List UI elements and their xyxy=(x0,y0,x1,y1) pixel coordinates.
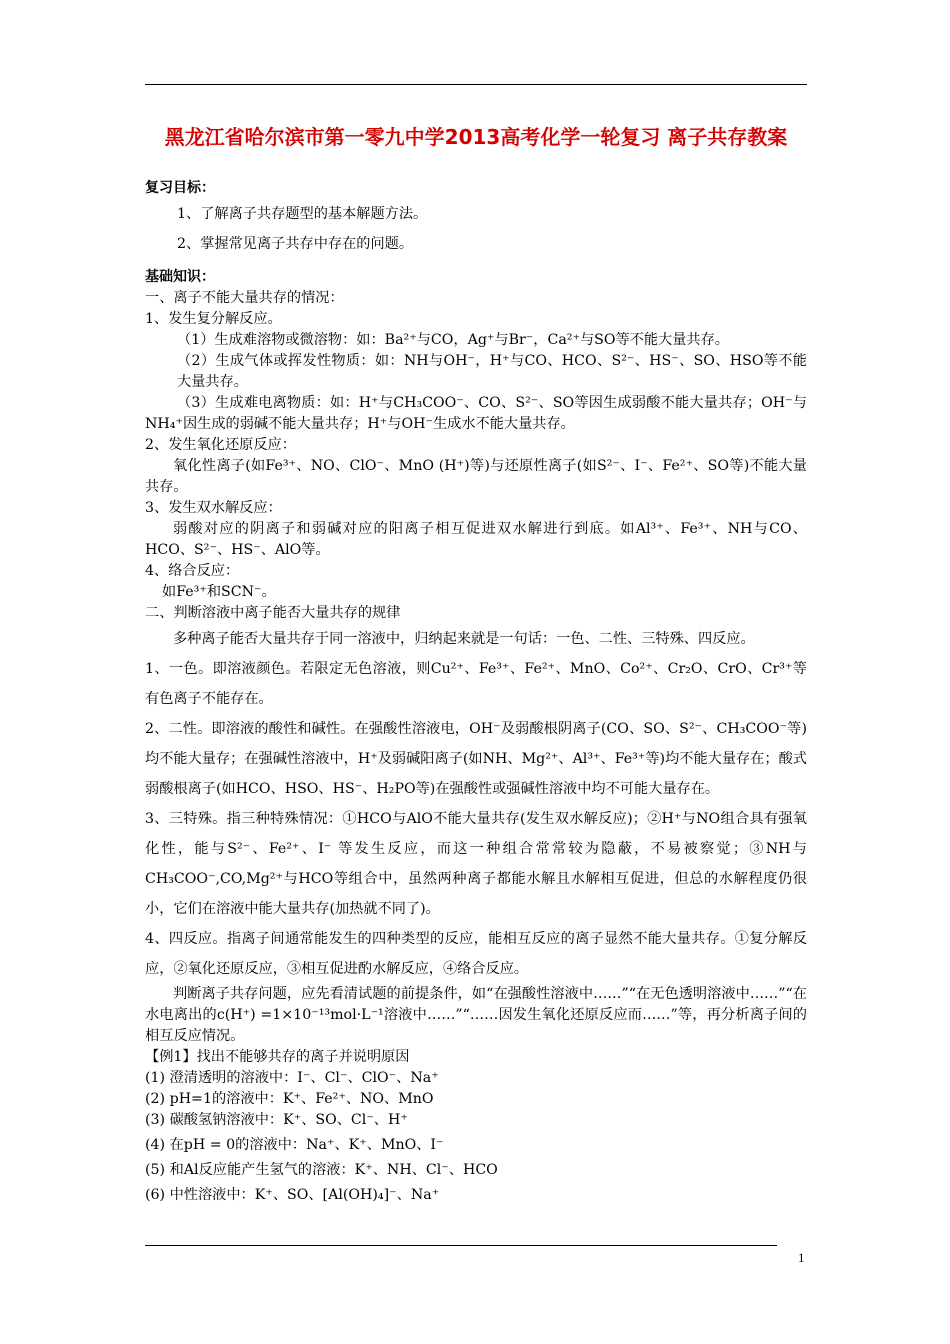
paragraph: 4、四反应。指离子间通常能发生的四种类型的反应，能相互反应的离子显然不能大量共存。①复分解反应，②氧化还原反应，③相互促进酌水解反应，④络合反应。 xyxy=(145,931,807,977)
document-body xyxy=(145,178,807,1206)
subsection-heading: 1、发生复分解反应。 xyxy=(145,311,282,327)
paragraph: 氧化性离子(如Fe³⁺、NO、ClO⁻、MnO (H⁺)等)与还原性离子(如S²⁻、I⁻、Fe²⁺、SO等)不能大量共存。 xyxy=(145,458,807,495)
paragraph: 弱酸对应的阴离子和弱碱对应的阳离子相互促进双水解进行到底。如Al³⁺、Fe³⁺、NH与CO、HCO、S²⁻、HS⁻、AlO等。 xyxy=(145,521,807,558)
goal-item: 1、了解离子共存题型的基本解题方法。 xyxy=(177,206,428,222)
paragraph: 多种离子能否大量共存于同一溶液中，归纳起来就是一句话：一色、二性、三特殊、四反应。 xyxy=(173,631,755,647)
paragraph: 判断离子共存问题，应先看清试题的前提条件，如“在强酸性溶液中……”“在无色透明溶液中……”“在水电离出的c(H⁺) =1×10⁻¹³mol·L⁻¹溶液中……”“……因发生氧化还原反应而……”等，再分析离子间的相互反应情况。 xyxy=(145,986,807,1044)
document-title: 黑龙江省哈尔滨市第一零九中学2013高考化学一轮复习 离子共存教案 xyxy=(164,125,788,149)
subsection-heading: 2、发生氧化还原反应： xyxy=(145,437,296,453)
example-item: (4) 在pH = 0的溶液中：Na⁺、K⁺、MnO、I⁻ xyxy=(145,1137,444,1153)
basics-heading: 基础知识： xyxy=(145,269,215,285)
paragraph: （2）生成气体或挥发性物质：如：NH与OH⁻，H⁺与CO、HCO、S²⁻、HS⁻、SO、HSO等不能大量共存。 xyxy=(177,353,807,390)
section-heading: 二、判断溶液中离子能否大量共存的规律 xyxy=(145,605,401,621)
paragraph: 3、三特殊。指三种特殊情况：①HCO与AlO不能大量共存(发生双水解反应)；②H⁺与NO组合具有强氧化性，能与S²⁻、Fe²⁺、I⁻ 等发生反应，而这一种组合常常较为隐蔽，不易被察觉；③NH与CH₃COO⁻,CO,Mg²⁺与HCO等组合中，虽然两种离子都能水解且水解相互促进，但总的水解程度仍很小，它们在溶液中能大量共存(加热就不同了)。 xyxy=(145,811,807,917)
footer-rule xyxy=(145,1245,777,1246)
paragraph: （1）生成难溶物或微溶物：如：Ba²⁺与CO，Ag⁺与Br⁻，Ca²⁺与SO等不能大量共存。 xyxy=(177,332,729,348)
example-heading: 【例1】找出不能够共存的离子并说明原因 xyxy=(145,1049,410,1065)
paragraph: 如Fe³⁺和SCN⁻。 xyxy=(162,584,276,600)
subsection-heading: 4、络合反应： xyxy=(145,563,240,579)
example-item: (1) 澄清透明的溶液中：I⁻、Cl⁻、ClO⁻、Na⁺ xyxy=(145,1070,439,1086)
goals-heading: 复习目标： xyxy=(145,180,215,196)
header-rule xyxy=(145,84,807,85)
page-number: 1 xyxy=(798,1250,805,1265)
example-item: (3) 碳酸氢钠溶液中：K⁺、SO、Cl⁻、H⁺ xyxy=(145,1112,408,1128)
section-heading: 一、离子不能大量共存的情况： xyxy=(145,290,344,306)
paragraph: 2、二性。即溶液的酸性和碱性。在强酸性溶液电，OH⁻及弱酸根阴离子(CO、SO、S²⁻、CH₃COO⁻等)均不能大量存；在强碱性溶液中，H⁺及弱碱阳离子(如NH、Mg²⁺、Al³⁺、Fe³⁺等)均不能大量存在；酸式弱酸根离子(如HCO、HSO、HS⁻、H₂PO等)在强酸性或强碱性溶液中均不可能大量存在。 xyxy=(145,721,807,797)
paragraph: （3）生成难电离物质：如：H⁺与CH₃COO⁻、CO、S²⁻、SO等因生成弱酸不能大量共存；OH⁻与NH₄⁺因生成的弱碱不能大量共存；H⁺与OH⁻生成水不能大量共存。 xyxy=(145,395,807,432)
goal-item: 2、掌握常见离子共存中存在的问题。 xyxy=(177,236,414,252)
example-item: (6) 中性溶液中：K⁺、SO、[Al(OH)₄]⁻、Na⁺ xyxy=(145,1187,440,1203)
example-item: (2) pH=1的溶液中：K⁺、Fe²⁺、NO、MnO xyxy=(145,1091,434,1107)
subsection-heading: 3、发生双水解反应： xyxy=(145,500,282,516)
paragraph: 1、一色。即溶液颜色。若限定无色溶液，则Cu²⁺、Fe³⁺、Fe²⁺、MnO、Co²⁺、Cr₂O、CrO、Cr³⁺等有色离子不能存在。 xyxy=(145,661,807,707)
example-item: (5) 和Al反应能产生氢气的溶液：K⁺、NH、Cl⁻、HCO xyxy=(145,1162,498,1178)
